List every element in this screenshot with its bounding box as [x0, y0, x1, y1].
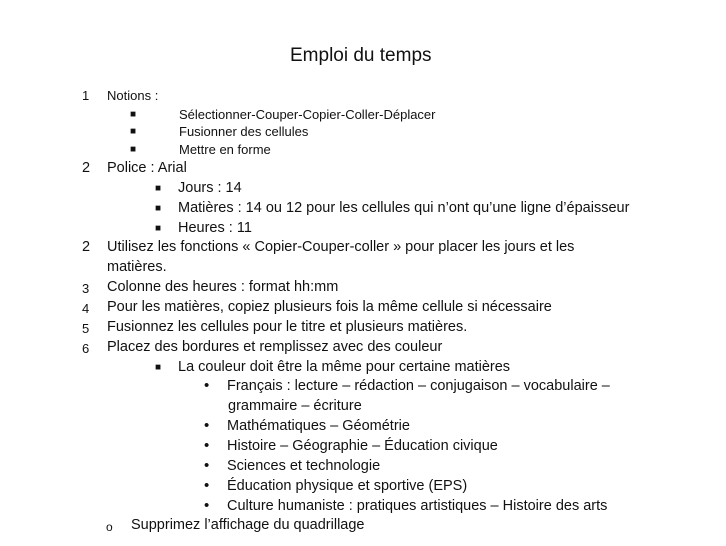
subject-item-text: Français : lecture – rédaction – conjugaison – vocabulaire – — [227, 378, 610, 394]
subject-item-continuation: grammaire – écriture — [228, 398, 362, 414]
item-text: Notions : — [107, 88, 159, 103]
item-number: 1 — [82, 88, 90, 103]
sub-item-text: Sélectionner-Couper-Copier-Coller-Déplacer — [179, 107, 436, 122]
page-title: Emploi du temps — [290, 45, 432, 66]
item-text-continuation: matières. — [107, 259, 167, 275]
item-text: Fusionnez les cellules pour le titre et plusieurs matières. — [107, 319, 468, 335]
item-number: 6 — [82, 341, 90, 356]
round-bullet-icon: • — [204, 457, 210, 474]
item-number: 4 — [82, 301, 90, 316]
square-bullet-icon: ■ — [130, 109, 137, 120]
sub-item-text: Heures : 11 — [178, 220, 252, 236]
sub-item-text: La couleur doit être la même pour certaine matières — [178, 359, 511, 375]
round-bullet-icon: • — [204, 377, 210, 394]
subject-item-text: Histoire – Géographie – Éducation civique — [227, 438, 498, 454]
item-text: Police : Arial — [107, 160, 187, 176]
subject-item-text: Sciences et technologie — [227, 458, 381, 474]
square-bullet-icon: ■ — [155, 203, 162, 214]
round-bullet-icon: • — [204, 497, 210, 514]
square-bullet-icon: ■ — [130, 126, 137, 137]
item-text: Pour les matières, copiez plusieurs fois la même cellule si nécessaire — [107, 299, 552, 315]
sub-item-text: Fusionner des cellules — [179, 124, 309, 139]
item-number: 3 — [82, 281, 90, 296]
round-bullet-icon: • — [204, 417, 210, 434]
round-bullet-icon: • — [204, 437, 210, 454]
round-bullet-icon: • — [204, 477, 210, 494]
final-item-text: Supprimez l’affichage du quadrillage — [131, 517, 365, 533]
square-bullet-icon: ■ — [155, 183, 162, 194]
subject-item-text: Culture humaniste : pratiques artistiques – Histoire des arts — [227, 498, 608, 514]
item-number: 2 — [82, 239, 91, 255]
circle-bullet-icon: o — [106, 520, 113, 534]
square-bullet-icon: ■ — [130, 144, 137, 155]
item-text: Colonne des heures : format hh:mm — [107, 279, 339, 295]
subject-item-text: Mathématiques – Géométrie — [227, 418, 410, 434]
sub-item-text: Jours : 14 — [178, 180, 242, 196]
square-bullet-icon: ■ — [155, 223, 162, 234]
square-bullet-icon: ■ — [155, 362, 162, 373]
item-text: Placez des bordures et remplissez avec des couleur — [107, 339, 443, 355]
item-number: 5 — [82, 321, 90, 336]
item-number: 2 — [82, 160, 91, 176]
sub-item-text: Mettre en forme — [179, 142, 271, 157]
sub-item-text: Matières : 14 ou 12 pour les cellules qui n’ont qu’une ligne d’épaisseur — [178, 200, 630, 216]
item-text: Utilisez les fonctions « Copier-Couper-coller » pour placer les jours et les — [107, 239, 575, 255]
subject-item-text: Éducation physique et sportive (EPS) — [227, 478, 468, 494]
